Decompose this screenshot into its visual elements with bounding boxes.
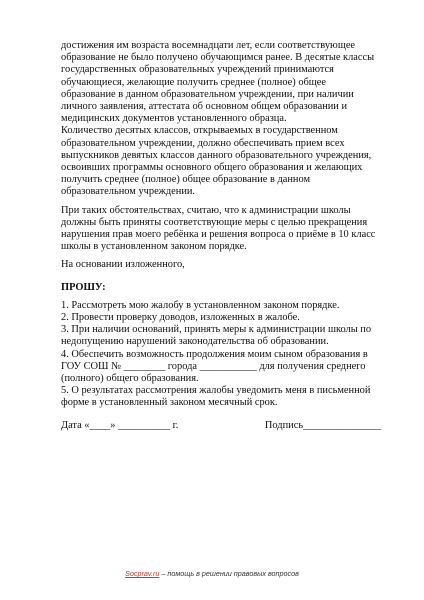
signature-field: Подпись_______________ — [264, 419, 381, 431]
request-item-3: 3. При наличии оснований, принять меры к администрации школы по недопущению нарушений законодательства об образовании. — [61, 324, 372, 348]
request-item-1: 1. Рассмотреть мою жалобу в установленном законом порядке. — [61, 299, 340, 311]
page-footer — [0, 569, 424, 578]
paragraph-circumstances: При таких обстоятельствах, считаю, что к администрации школы должны быть приняты соответствующие меры с целью прекращения нарушения прав моего ребёнка и решения вопроса о приёме в 10 класс школы в установленном законом порядке. — [61, 204, 376, 253]
paragraph-basis: На основании изложенного, — [61, 259, 185, 271]
date-field: Дата «____» __________ г. — [61, 419, 179, 431]
date-signature-row — [61, 420, 381, 432]
footer-tagline: – помощь в решении правовых вопросов — [159, 569, 299, 578]
footer-site-link[interactable]: Socprav.ru — [125, 569, 160, 578]
request-item-2: 2. Провести проверку доводов, изложенных в жалобе. — [61, 312, 300, 324]
paragraph-age-requirement: достижения им возраста восемнадцати лет, если соответствующее образование не было получено обучающимся ранее. В десятые классы государственных образовательных учреждений принимаются обучающиеся, желающие получить среднее (полное) общее образование в данном образовательном учреждении, при наличии личного заявления, аттестата об основном общем образовании и медицинских документов установленного образца. — [61, 40, 375, 125]
request-item-5: 5. О результатах рассмотрения жалобы уведомить меня в письменной форме в установленный законом месячный срок. — [61, 385, 371, 409]
paragraph-class-count: Количество десятых классов, открываемых в государственном образовательном учреждении, должно обеспечивать прием всех выпускников девятых классов данного образовательного учреждения, освоивших программы основного общего образования и желающих получить среднее (полное) общее образование в данном образовательном учреждении. — [61, 125, 372, 198]
document-body — [61, 40, 381, 432]
request-item-4: 4. Обеспечить возможность продолжения моим сыном образования в ГОУ СОШ № ________ города ___________ для получения среднего (полного) общего образования. — [61, 348, 368, 385]
request-heading: ПРОШУ: — [61, 281, 106, 293]
